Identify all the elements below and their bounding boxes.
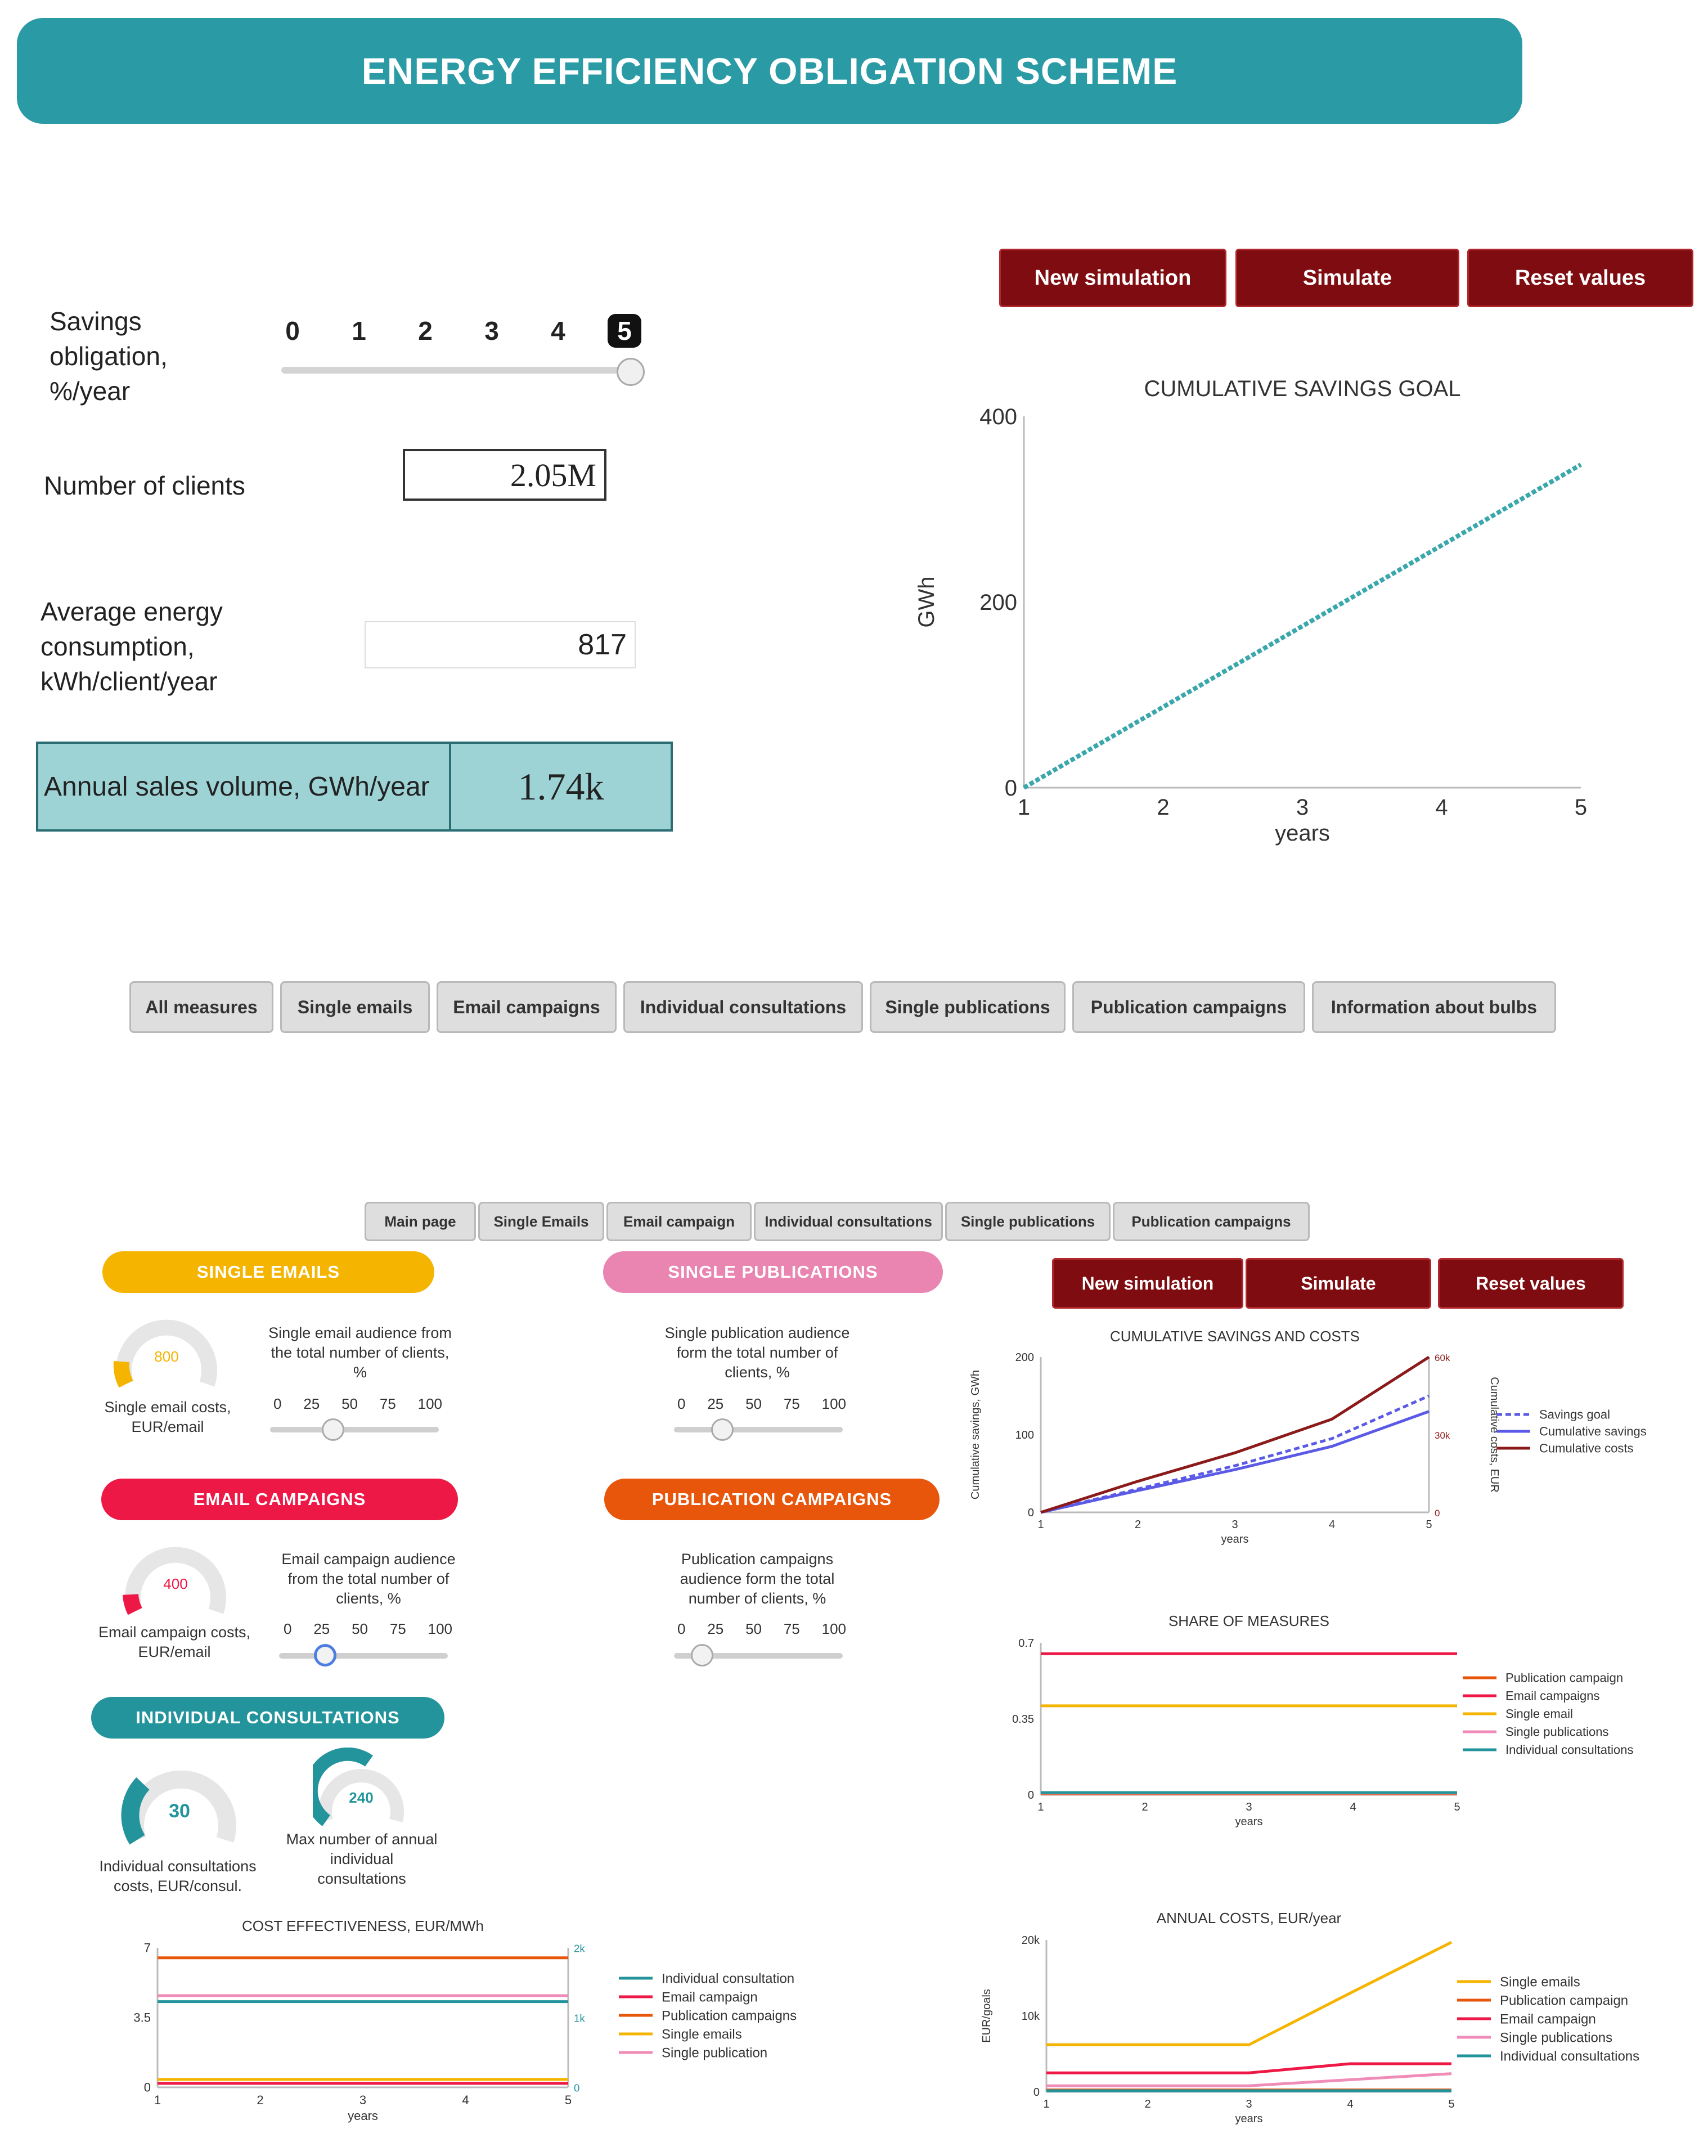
savings-obligation-tick[interactable]: 4	[551, 316, 565, 345]
series-line-2	[1046, 2064, 1451, 2073]
x-tick-label: 3	[359, 2093, 367, 2107]
savings-obligation-label: Savings obligation, %/year	[50, 307, 168, 406]
annual-sales-value: 1.74k	[518, 765, 604, 808]
y-tick-label: 0	[1027, 1789, 1034, 1802]
slider-tick: 75	[379, 1395, 396, 1412]
legend-entry: Email campaign	[662, 1989, 758, 2005]
cost-effectiveness-chart	[90, 1902, 878, 2138]
single-email-audience-knob[interactable]	[322, 1418, 344, 1441]
slider-tick: 50	[745, 1620, 762, 1637]
publication-campaigns-audience-knob[interactable]	[691, 1644, 713, 1667]
legend-entry: Cumulative savings	[1539, 1424, 1647, 1439]
y-tick-label: 0	[143, 2080, 151, 2095]
max-consultations-gauge-value: 240	[349, 1789, 374, 1806]
y-tick-label: 3.5	[133, 2010, 151, 2025]
tab-all-measures[interactable]: All measures	[129, 981, 273, 1033]
y-right-tick-label: 1k	[574, 2012, 585, 2024]
legend-entry: Individual consultations	[1505, 1742, 1634, 1757]
publication-campaigns-audience-ticks	[677, 1620, 846, 1638]
email-campaign-gauge-value: 400	[163, 1575, 188, 1592]
individual-consultation-costs-label: Individual consultations costs, EUR/consul.	[99, 1858, 257, 1894]
y-tick-label: 7	[143, 1941, 151, 1955]
x-tick-label: 1	[1037, 1801, 1044, 1813]
legend-entry: Individual consultations	[1500, 2049, 1640, 2064]
x-tick-label: 2	[1157, 795, 1170, 820]
tab-single-emails[interactable]: Single emails	[280, 981, 430, 1033]
series-line-2	[1041, 1357, 1429, 1512]
number-of-clients-label: Number of clients	[44, 471, 245, 500]
x-tick-label: 2	[1141, 1801, 1148, 1813]
annual-costs-chart	[968, 1902, 1699, 2149]
single-email-audience-track[interactable]	[270, 1427, 439, 1432]
y-axis-label: Cumulative savings, GWh	[969, 1369, 982, 1500]
x-tick-label: 4	[462, 2093, 469, 2107]
chart-title: SHARE OF MEASURES	[1168, 1612, 1330, 1629]
subtab-publication-campaigns[interactable]: Publication campaigns	[1113, 1202, 1310, 1241]
series-line-0	[1046, 1942, 1451, 2045]
single-publication-audience-label: Single publication audience form the total number of clients, %	[664, 1324, 850, 1381]
sub-simulate-button[interactable]: Simulate	[1246, 1258, 1431, 1309]
individual-consultation-costs-gauge[interactable]	[120, 1750, 239, 1868]
chart-title: CUMULATIVE SAVINGS GOAL	[1144, 376, 1461, 401]
y-tick-label: 0.35	[1012, 1713, 1034, 1726]
x-tick-label: 5	[1448, 2098, 1455, 2110]
annual-sales-box	[36, 742, 673, 832]
email-campaigns-header: EMAIL CAMPAIGNS	[101, 1479, 458, 1520]
subtab-single-publications[interactable]: Single publications	[945, 1202, 1111, 1241]
y-tick-label: 400	[979, 405, 1017, 429]
x-tick-label: 2	[1144, 2098, 1151, 2110]
email-campaign-costs-label: Email campaign costs, EUR/email	[98, 1624, 251, 1660]
x-axis-label: years	[1221, 1533, 1249, 1546]
email-campaign-audience-ticks	[284, 1620, 452, 1638]
max-consultations-gauge[interactable]	[313, 1748, 408, 1843]
sub-new-simulation-button[interactable]: New simulation	[1052, 1258, 1243, 1309]
y-tick-label: 0	[1033, 2086, 1040, 2099]
y-right-tick-label: 0	[574, 2082, 580, 2094]
legend-entry: Single publications	[1500, 2030, 1613, 2046]
slider-tick: 0	[677, 1620, 686, 1637]
x-tick-label: 5	[1454, 1801, 1460, 1813]
slider-tick: 25	[313, 1620, 330, 1637]
legend-entry: Cumulative costs	[1539, 1441, 1634, 1456]
slider-tick: 25	[707, 1620, 724, 1637]
email-campaign-audience-track[interactable]	[279, 1653, 448, 1659]
main-tab-bar	[129, 981, 1556, 1033]
new-simulation-button[interactable]: New simulation	[999, 249, 1226, 307]
savings-obligation-tick[interactable]: 0	[285, 316, 300, 345]
single-email-audience-label: Single email audience from the total number of clients, %	[268, 1324, 452, 1381]
average-consumption-input[interactable]: 817	[365, 621, 636, 668]
slider-tick: 100	[821, 1395, 846, 1412]
single-publication-audience-knob[interactable]	[711, 1418, 734, 1441]
individual-consultations-header: INDIVIDUAL CONSULTATIONS	[91, 1697, 444, 1739]
slider-tick: 100	[417, 1395, 442, 1412]
x-tick-label: 5	[1426, 1519, 1432, 1531]
y-tick-label: 200	[1015, 1351, 1034, 1364]
tab-information-about-bulbs[interactable]: Information about bulbs	[1312, 981, 1556, 1033]
tab-individual-consultations[interactable]: Individual consultations	[623, 981, 863, 1033]
x-tick-label: 5	[564, 2093, 572, 2107]
annual-sales-label: Annual sales volume, GWh/year	[38, 744, 451, 829]
x-tick-label: 5	[1574, 795, 1588, 820]
x-tick-label: 3	[1231, 1519, 1238, 1531]
single-emails-header: SINGLE EMAILS	[102, 1251, 434, 1293]
slider-tick: 0	[284, 1620, 292, 1637]
legend-entry: Individual consultation	[662, 1971, 795, 1987]
series-line-3	[1046, 2074, 1451, 2086]
slider-tick: 50	[745, 1395, 762, 1412]
y-right-tick-label: 2k	[574, 1942, 585, 1955]
subtab-single-emails[interactable]: Single Emails	[478, 1202, 604, 1241]
legend-entry: Single email	[1505, 1706, 1573, 1721]
y-tick-label: 200	[979, 590, 1017, 615]
reset-values-button[interactable]: Reset values	[1467, 249, 1693, 307]
legend-entry: Publication campaign	[1500, 1993, 1629, 2009]
y-right-tick-label: 60k	[1435, 1353, 1450, 1363]
tab-single-publications[interactable]: Single publications	[870, 981, 1066, 1033]
number-of-clients-input[interactable]: 2.05M	[403, 449, 606, 501]
email-campaign-gauge-arc	[131, 1594, 135, 1611]
legend-entry: Publication campaign	[1505, 1670, 1624, 1685]
x-tick-label: 2	[1134, 1519, 1141, 1531]
single-email-audience-ticks	[273, 1395, 442, 1413]
single-email-gauge-arc	[122, 1362, 126, 1384]
average-consumption-label: Average energy consumption, kWh/client/year	[41, 597, 223, 696]
x-tick-label: 3	[1246, 2098, 1252, 2110]
y-axis-label: GWh	[914, 576, 939, 628]
publication-campaigns-audience-label: Publication campaigns audience form the total number of clients, %	[680, 1551, 835, 1607]
single-email-costs-gauge[interactable]	[110, 1300, 223, 1412]
slider-tick: 100	[428, 1620, 452, 1637]
chart-title: CUMULATIVE SAVINGS AND COSTS	[1109, 1328, 1360, 1345]
savings-obligation-knob[interactable]	[617, 358, 645, 386]
legend-entry: Savings goal	[1539, 1407, 1610, 1422]
savings-obligation-tick[interactable]: 5	[608, 314, 641, 348]
y-tick-label: 0	[1027, 1507, 1034, 1519]
savings-obligation-ticks	[276, 314, 658, 353]
x-tick-label: 1	[1037, 1519, 1044, 1531]
y-tick-label: 0	[1004, 776, 1017, 801]
slider-tick: 50	[352, 1620, 368, 1637]
x-tick-label: 1	[1017, 795, 1031, 820]
slider-tick: 100	[821, 1620, 846, 1637]
x-tick-label: 1	[154, 2093, 161, 2107]
slider-tick: 75	[389, 1620, 406, 1637]
subtab-main-page[interactable]: Main page	[365, 1202, 476, 1241]
page-title: ENERGY EFFICIENCY OBLIGATION SCHEME	[17, 18, 1522, 124]
slider-tick: 0	[677, 1395, 686, 1412]
tab-email-campaigns[interactable]: Email campaigns	[437, 981, 617, 1033]
legend-entry: Single publication	[662, 2045, 768, 2061]
email-campaign-audience-knob[interactable]	[314, 1644, 336, 1667]
slider-tick: 0	[273, 1395, 282, 1412]
slider-tick: 50	[341, 1395, 358, 1412]
x-axis-label: years	[1275, 821, 1330, 846]
y-right-tick-label: 30k	[1435, 1430, 1450, 1441]
y-tick-label: 0.7	[1018, 1637, 1034, 1650]
y-right-tick-label: 0	[1435, 1508, 1440, 1519]
savings-obligation-tick[interactable]: 1	[352, 316, 366, 345]
savings-obligation-tick[interactable]: 2	[418, 316, 433, 345]
series-line-0	[1024, 465, 1581, 788]
legend-entry: Single publications	[1505, 1724, 1609, 1739]
x-tick-label: 3	[1296, 795, 1309, 820]
share-of-measures-chart	[979, 1592, 1688, 1851]
slider-tick: 25	[707, 1395, 724, 1412]
individual-consultation-gauge-value: 30	[169, 1800, 190, 1822]
x-tick-label: 3	[1246, 1801, 1252, 1813]
x-tick-label: 1	[1043, 2098, 1050, 2110]
x-tick-label: 2	[257, 2093, 264, 2107]
single-publication-audience-track[interactable]	[674, 1427, 843, 1432]
x-axis-label: years	[1235, 1816, 1263, 1828]
cumulative-savings-and-costs-chart	[956, 1315, 1688, 1574]
single-email-gauge-value: 800	[154, 1348, 179, 1365]
y-tick-label: 100	[1015, 1429, 1034, 1441]
cumulative-savings-goal-chart	[878, 360, 1609, 866]
chart-title: ANNUAL COSTS, EUR/year	[1156, 1910, 1342, 1926]
y-axis-label: EUR/goals	[981, 1989, 993, 2043]
legend-entry: Email campaign	[1500, 2011, 1596, 2027]
legend-entry: Publication campaigns	[662, 2008, 797, 2024]
y-axis-label-right: Cumulative costs, EUR	[1488, 1377, 1500, 1493]
sub-reset-values-button[interactable]: Reset values	[1438, 1258, 1624, 1309]
simulate-button[interactable]: Simulate	[1235, 249, 1459, 307]
subtab-email-campaign[interactable]: Email campaign	[606, 1202, 752, 1241]
series-line-1	[1041, 1412, 1429, 1512]
x-tick-label: 4	[1350, 1801, 1356, 1813]
single-publication-audience-ticks	[677, 1395, 846, 1413]
single-email-costs-label: Single email costs, EUR/email	[104, 1399, 231, 1435]
x-axis-label: years	[348, 2109, 378, 2123]
legend-entry: Single emails	[662, 2027, 742, 2042]
publication-campaigns-header: PUBLICATION CAMPAIGNS	[604, 1479, 940, 1520]
single-publications-header: SINGLE PUBLICATIONS	[603, 1251, 943, 1293]
subtab-individual-consultations[interactable]: Individual consultations	[754, 1202, 943, 1241]
chart-title: COST EFFECTIVENESS, EUR/MWh	[241, 1917, 484, 1934]
x-tick-label: 4	[1347, 2098, 1354, 2110]
email-campaign-audience-label: Email campaign audience from the total number of clients, %	[281, 1551, 456, 1607]
slider-tick: 75	[783, 1395, 800, 1412]
savings-obligation-tick[interactable]: 3	[484, 316, 499, 345]
max-consultations-label: Max number of annual individual consultations	[286, 1831, 438, 1887]
y-tick-label: 20k	[1021, 1934, 1040, 1947]
sub-tab-bar	[365, 1202, 1310, 1241]
y-tick-label: 10k	[1021, 2010, 1040, 2023]
legend-entry: Single emails	[1500, 1974, 1580, 1990]
legend-entry: Email campaigns	[1505, 1688, 1600, 1703]
x-tick-label: 4	[1328, 1519, 1336, 1531]
x-axis-label: years	[1235, 2113, 1263, 2125]
slider-tick: 25	[303, 1395, 320, 1412]
savings-obligation-track[interactable]	[281, 367, 641, 374]
tab-publication-campaigns[interactable]: Publication campaigns	[1072, 981, 1305, 1033]
slider-tick: 75	[783, 1620, 800, 1637]
x-tick-label: 4	[1435, 795, 1448, 820]
